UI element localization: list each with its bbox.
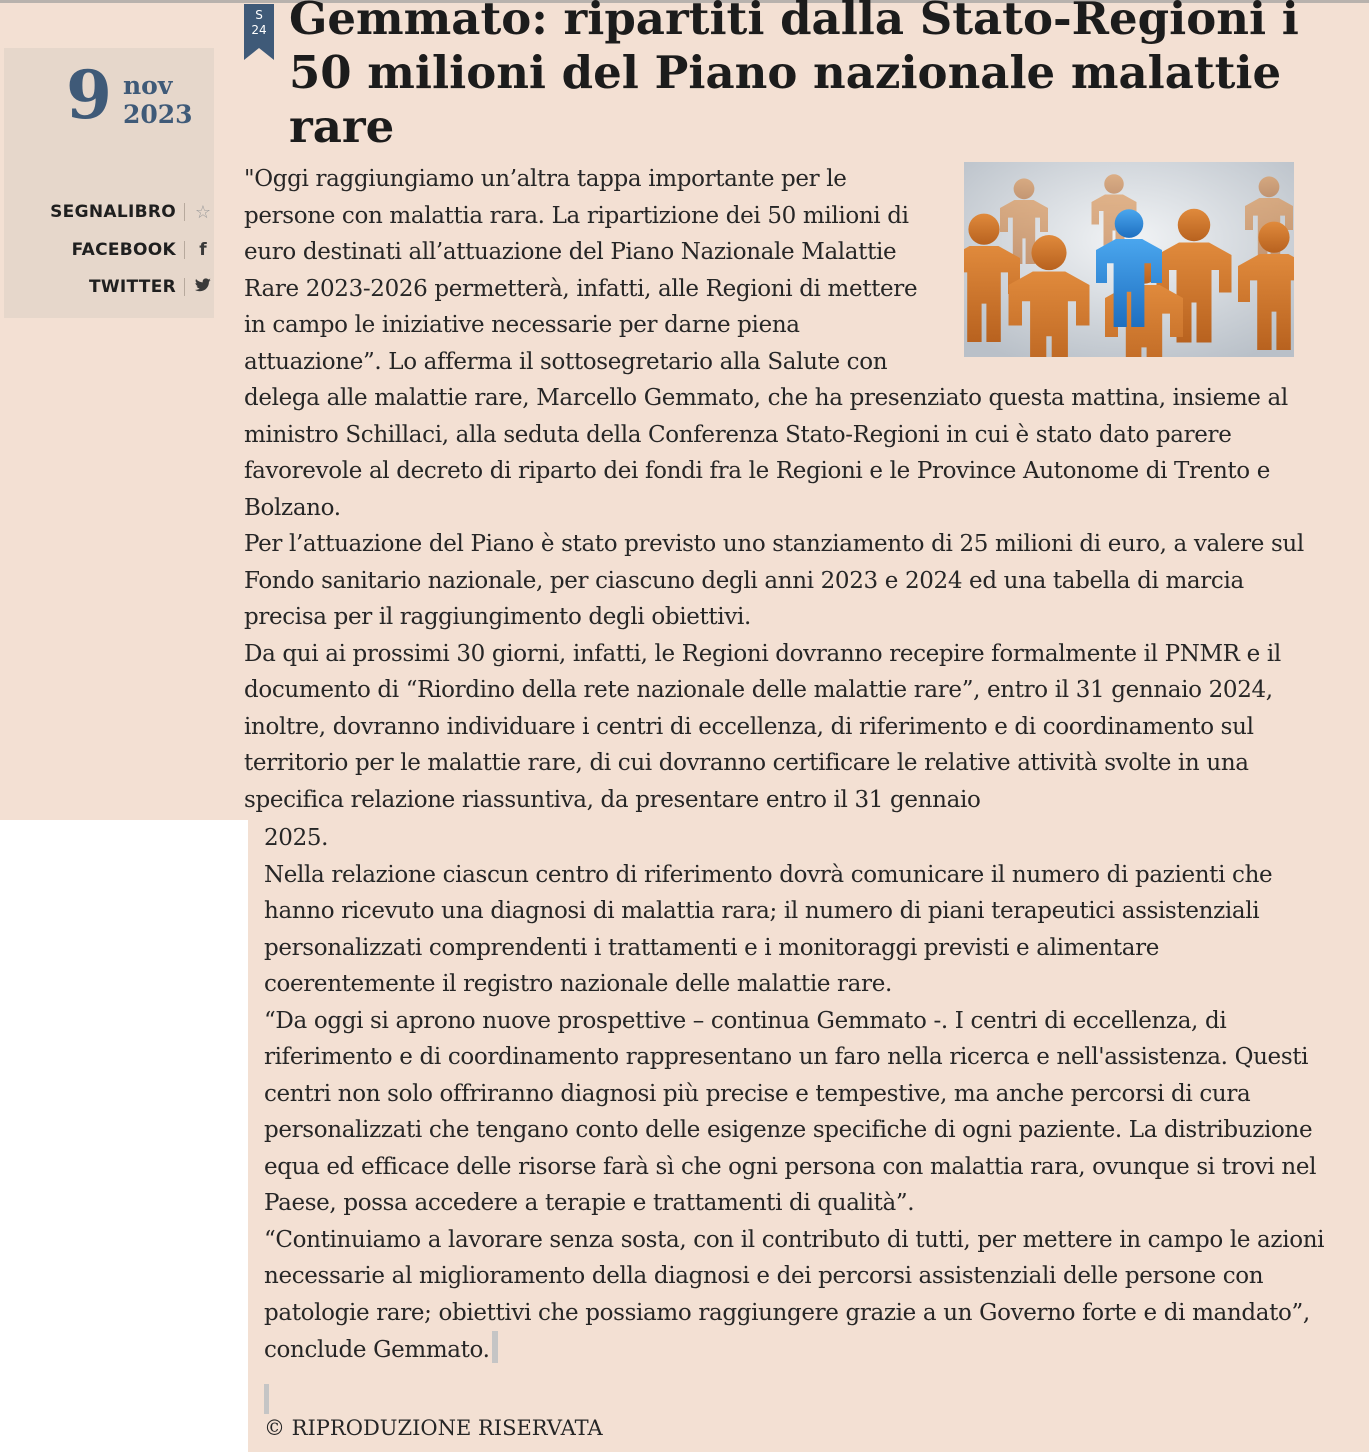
date-day: 9 <box>66 56 112 134</box>
twitter-icon <box>193 277 213 297</box>
article-title: Gemmato: ripartiti dalla Stato-Regioni i 50 milioni del Piano nazionale malattie rare <box>289 0 1299 153</box>
paragraph-last <box>264 1222 1334 1369</box>
divider <box>184 203 185 221</box>
divider <box>184 278 185 296</box>
badge-line2: 24 <box>251 23 267 37</box>
image-spacer <box>964 162 1294 357</box>
divider <box>184 241 185 259</box>
facebook-icon: f <box>199 240 207 260</box>
paragraph: “Continuiamo a lavorare senza sosta, con il contributo di tutti, per mettere in campo le azioni necessarie al miglioramento della diagnosi e dei percorsi assistenziali delle persone con patologie rare; obiettivi che possiamo raggiungere grazie a un Governo forte e di mandato”, conclude Gemmato. <box>264 1226 1325 1363</box>
article-body-continued <box>264 820 1334 1369</box>
date-year: 2023 <box>123 100 193 129</box>
paragraph: “Da oggi si aprono nuove prospettive – continua Gemmato -. I centri di eccellenza, di riferimento e di coordinamento rappresentano un faro nella ricerca e nell'assistenza. Questi centri non solo offriranno diagnosi più precise e tempestive, ma anche percorsi di cura personalizzati che tengano conto delle esigenze specifiche di ogni paziente. La distribuzione equa ed efficace delle risorse farà sì che ogni persona con malattia rara, ovunque si trovi nel Paese, possa accedere a terapie e trattamenti di qualità”. <box>264 1007 1317 1216</box>
paragraph: Da qui ai prossimi 30 giorni, infatti, le Regioni dovranno recepire formalmente il PNMR e il documento di “Riordino della rete nazionale delle malattie rare”, entro il 31 gennaio 2024, inoltre, dovranno individuare i centri di eccellenza, di riferimento e di coordinamento sul territorio per le malattie rare, di cui dovranno certificare le relative attività svolte in una specifica relazione riassuntiva, da presentare entro il 31 gennaio <box>244 640 1281 813</box>
paragraph: 2025. <box>264 825 329 851</box>
facebook-share-button[interactable] <box>72 238 213 262</box>
paragraph: Per l’attuazione del Piano è stato previsto uno stanziamento di 25 milioni di euro, a valere sul Fondo sanitario nazionale, per ciascuno degli anni 2023 e 2024 ed una tabella di marcia precisa per il raggiungimento degli obiettivi. <box>244 531 1304 630</box>
badge-line1: S <box>255 8 263 22</box>
paragraph: Nella relazione ciascun centro di riferimento dovrà comunicare il numero di pazienti che hanno ricevuto una diagnosi di malattia rara; il numero di piani terapeutici assistenziali personalizzati comprendenti i trattamenti e i monitoraggi previsti e alimentare coerentemente il registro nazionale delle malattie rare. <box>264 861 1273 997</box>
end-marker <box>264 1384 269 1414</box>
article-body <box>244 161 1314 818</box>
star-icon: ☆ <box>194 201 212 223</box>
twitter-share-button[interactable] <box>89 275 213 299</box>
s24-badge <box>244 4 274 60</box>
facebook-label: FACEBOOK <box>71 240 176 260</box>
text-caret <box>492 1331 498 1363</box>
bookmark-label: SEGNALIBRO <box>50 202 176 222</box>
paragraph: "Oggi raggiungiamo un’altra tappa importante per le persone con malattia rara. La ripartizione dei 50 milioni di euro destinati all’attuazione del Piano Nazionale Malattie Rare 2023-2026 permetterà, infatti, alle Regioni di mettere in campo le iniziative necessarie per darne piena attuazione”. Lo afferma il sottosegretario alla Salute con delega alle malattie rare, Marcello Gemmato, che ha presenziato questa mattina, insieme al ministro Schillaci, alla seduta della Conferenza Stato-Regioni in cui è stato dato parere favorevole al decreto di riparto dei fondi fra le Regioni e le Province Autonome di Trento e Bolzano. <box>244 166 1288 521</box>
date-month: nov <box>123 71 173 100</box>
copyright-notice: © RIPRODUZIONE RISERVATA <box>264 1416 603 1440</box>
bookmark-button[interactable] <box>50 200 213 224</box>
twitter-label: TWITTER <box>88 277 176 297</box>
